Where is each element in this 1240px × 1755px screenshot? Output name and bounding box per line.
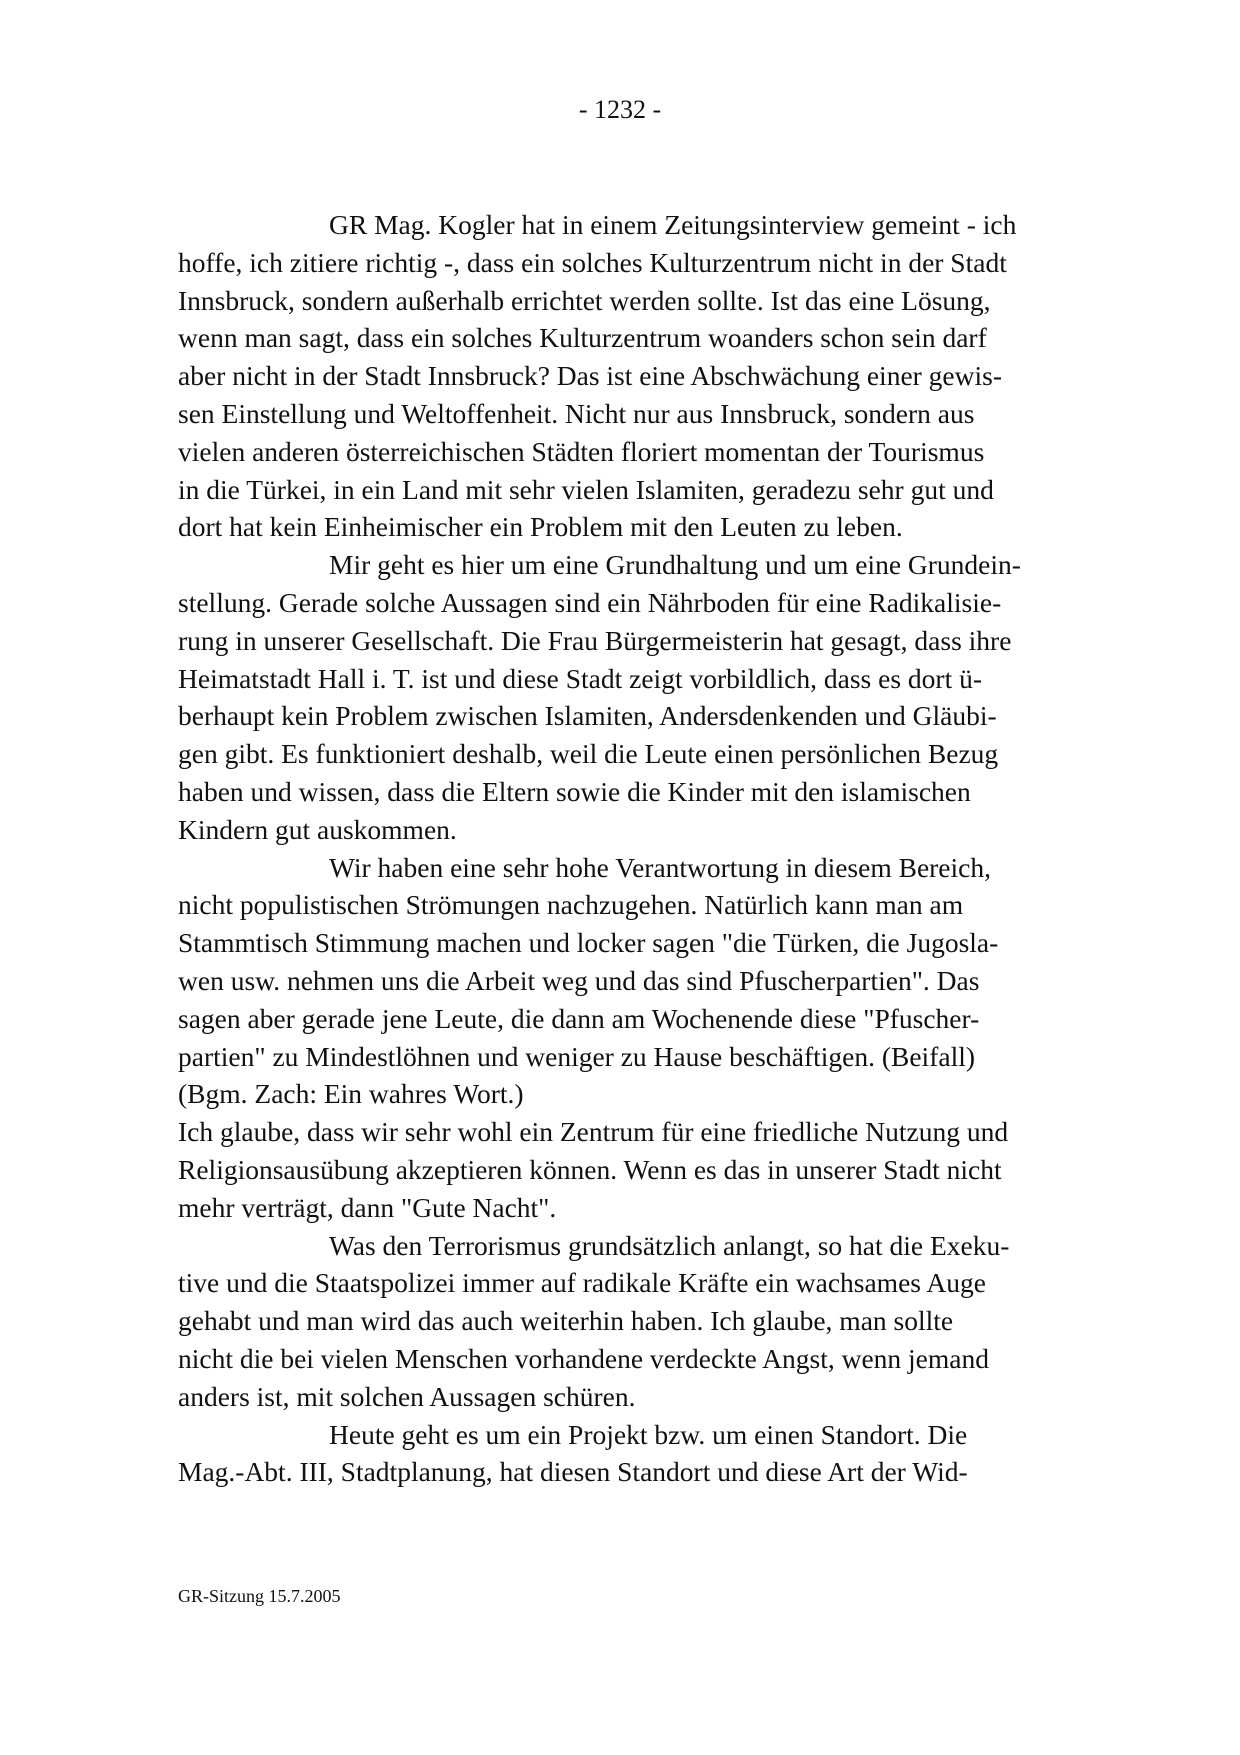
text-line: dort hat kein Einheimischer ein Problem mit den Leuten zu leben. bbox=[178, 511, 903, 543]
text-line: Heute geht es um ein Projekt bzw. um einen Standort. Die bbox=[329, 1418, 968, 1450]
text-line: nicht populistischen Strömungen nachzugehen. Natürlich kann man am bbox=[178, 889, 964, 921]
text-line: Heimatstadt Hall i. T. ist und diese Stadt zeigt vorbildlich, dass es dort ü- bbox=[178, 662, 982, 694]
text-line: sagen aber gerade jene Leute, die dann am Wochenende diese "Pfuscher- bbox=[178, 1002, 980, 1034]
text-line: mehr verträgt, dann "Gute Nacht". bbox=[178, 1191, 557, 1223]
text-line: Was den Terrorismus grundsätzlich anlangt, so hat die Exeku- bbox=[329, 1229, 1010, 1261]
text-line: sen Einstellung und Weltoffenheit. Nicht nur aus Innsbruck, sondern aus bbox=[178, 397, 975, 429]
text-line: anders ist, mit solchen Aussagen schüren. bbox=[178, 1380, 636, 1412]
text-line: Wir haben eine sehr hohe Verantwortung in diesem Bereich, bbox=[329, 851, 991, 883]
text-line: Stammtisch Stimmung machen und locker sagen "die Türken, die Jugosla- bbox=[178, 927, 999, 959]
text-line: Innsbruck, sondern außerhalb errichtet werden sollte. Ist das eine Lösung, bbox=[178, 284, 991, 316]
text-line: aber nicht in der Stadt Innsbruck? Das ist eine Abschwächung einer gewis- bbox=[178, 360, 1002, 392]
text-line: Religionsausübung akzeptieren können. Wenn es das in unserer Stadt nicht bbox=[178, 1153, 1002, 1185]
footer-session-date: GR-Sitzung 15.7.2005 bbox=[178, 1586, 341, 1606]
text-line: Mag.-Abt. III, Stadtplanung, hat diesen Standort und diese Art der Wid- bbox=[178, 1456, 968, 1488]
text-line: hoffe, ich zitiere richtig -, dass ein solches Kulturzentrum nicht in der Stadt bbox=[178, 246, 1007, 278]
text-line: tive und die Staatspolizei immer auf radikale Kräfte ein wachsames Auge bbox=[178, 1267, 986, 1299]
body-text bbox=[178, 206, 1098, 1491]
text-line: Kindern gut auskommen. bbox=[178, 813, 457, 845]
text-line: nicht die bei vielen Menschen vorhandene verdeckte Angst, wenn jemand bbox=[178, 1342, 989, 1374]
text-line: Mir geht es hier um eine Grundhaltung und um eine Grundein- bbox=[329, 549, 1021, 581]
page-number: - 1232 - bbox=[578, 95, 662, 124]
text-line: Ich glaube, dass wir sehr wohl ein Zentrum für eine friedliche Nutzung und bbox=[178, 1116, 1009, 1148]
text-line: stellung. Gerade solche Aussagen sind ein Nährboden für eine Radikalisie- bbox=[178, 586, 1002, 618]
text-line: rung in unserer Gesellschaft. Die Frau Bürgermeisterin hat gesagt, dass ihre bbox=[178, 624, 1012, 656]
text-line: wenn man sagt, dass ein solches Kulturzentrum woanders schon sein darf bbox=[178, 322, 987, 354]
text-line: (Bgm. Zach: Ein wahres Wort.) bbox=[178, 1078, 524, 1110]
text-line: GR Mag. Kogler hat in einem Zeitungsinterview gemeint - ich bbox=[329, 209, 1017, 240]
text-line: gen gibt. Es funktioniert deshalb, weil die Leute einen persönlichen Bezug bbox=[178, 738, 999, 770]
text-line: wen usw. nehmen uns die Arbeit weg und das sind Pfuscherpartien". Das bbox=[178, 964, 980, 996]
text-line: gehabt und man wird das auch weiterhin haben. Ich glaube, man sollte bbox=[178, 1305, 954, 1337]
text-line: berhaupt kein Problem zwischen Islamiten, Andersdenkenden und Gläubi- bbox=[178, 700, 997, 732]
text-line: vielen anderen österreichischen Städten floriert momentan der Tourismus bbox=[178, 435, 985, 467]
text-line: in die Türkei, in ein Land mit sehr vielen Islamiten, geradezu sehr gut und bbox=[178, 473, 994, 505]
text-line: haben und wissen, dass die Eltern sowie die Kinder mit den islamischen bbox=[178, 775, 971, 807]
text-line: partien" zu Mindestlöhnen und weniger zu Hause beschäftigen. (Beifall) bbox=[178, 1040, 976, 1072]
